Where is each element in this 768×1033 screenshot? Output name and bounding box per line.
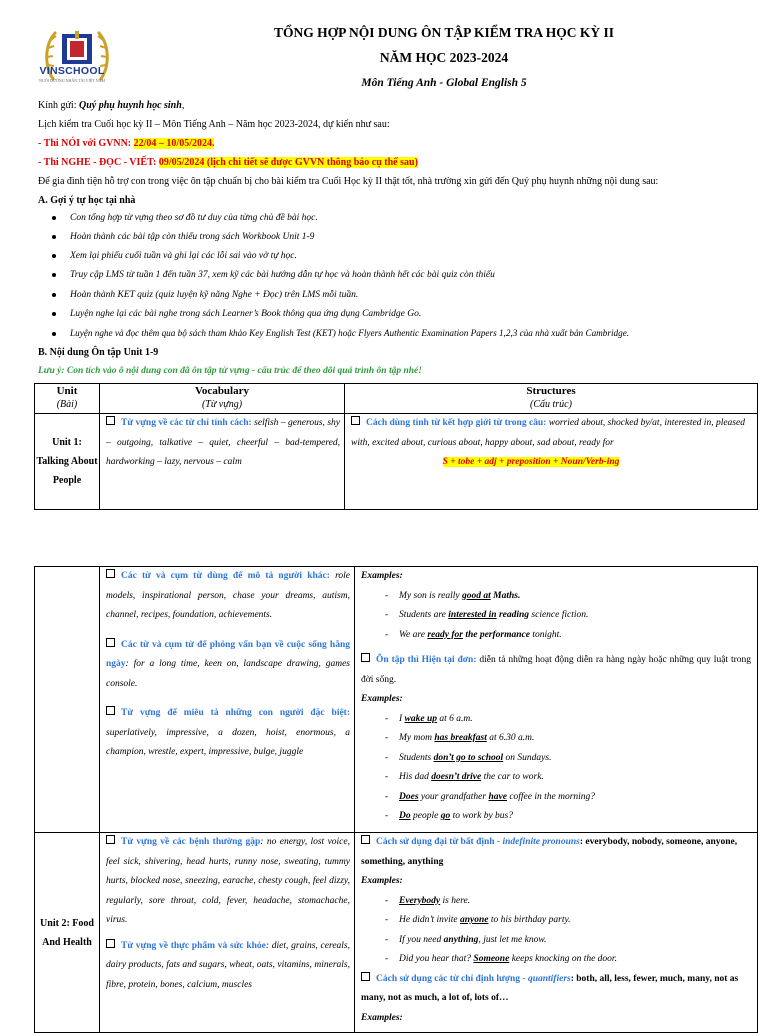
example: - If you need anything, just let me know. xyxy=(385,934,547,945)
example: - Does your grandfather have coffee in the morning? xyxy=(385,791,596,802)
example: - We are ready for the performance tonight. xyxy=(385,629,562,640)
checkbox[interactable] xyxy=(106,416,115,425)
list-item: Truy cập LMS từ tuần 1 đến tuần 37, xem kỹ các bài hướng dẫn tự học và hoàn thành hết các bài quiz còn thiếu xyxy=(52,269,768,282)
checkbox[interactable] xyxy=(106,835,115,844)
unit1-structures-cont: Examples: - My son is really good at Maths. - Students are interested in reading science fiction. - We are ready for the performance tonight. Ôn tập thì Hiện tại đơn: diễn tả những hoạt động diễn ra hàng ngày hoặc những quy luật trong đời sống. Examples: - I wake up at 6 a.m. - My mom has breakfast at 6.30 a.m. - Students don’t go to school on Sundays. - His dad doesn’t drive the car to work. - Does your grandfather have coffee in the morning? - Do people go to work by bus? xyxy=(355,567,758,833)
logo-subtitle: NUÔI DƯỠNG NHÂN TÀI VIỆT NAM xyxy=(38,78,106,83)
unit1-vocab: Từ vựng về các từ chỉ tính cách: selfish – generous, shy – outgoing, talkative – quiet, cheerful – bad-tempered, hardworking – lazy, nervous – calm xyxy=(100,414,345,510)
example: - Did you hear that? Someone keeps knocking on the door. xyxy=(385,954,617,964)
list-item: Luyện nghe và đọc thêm qua bộ sách tham khảo Key English Test (KET) hoặc Flyers Authentic Examination Papers 1,2,3 của nhà xuất bản Cambridge. xyxy=(52,327,768,340)
list-item: Con tổng hợp từ vựng theo sơ đồ tư duy của từng chủ đề bài học. xyxy=(52,212,768,225)
unit2-name: Unit 2: Food And Health xyxy=(35,833,100,1033)
support-line: Để gia đình tiện hỗ trợ con trong việc ôn tập chuẩn bị cho bài kiểm tra Cuối Học kỳ II thật tốt, nhà trường xin gửi đến Quý phụ huynh những nội dung sau: xyxy=(38,176,659,187)
review-table-unit1 xyxy=(34,383,758,510)
formula: S + tobe + adj + preposition + Noun/Verb-ing xyxy=(442,457,620,467)
example: - His dad doesn’t drive the car to work. xyxy=(385,772,544,782)
example: - Students are interested in reading science fiction. xyxy=(385,610,589,620)
lrw-exam: - Thi NGHE - ĐỌC - VIẾT: 09/05/2024 (lịch chi tiết sẽ được GVVN thông báo cụ thể sau) xyxy=(38,157,418,168)
document-title: TỔNG HỢP NỘI DUNG ÔN TẬP KIỂM TRA HỌC KỲ II xyxy=(273,25,615,40)
unit2-vocab: Từ vựng về các bệnh thường gặp: no energy, lost voice, feel sick, shivering, head hurts, runny nose, sweating, tummy hurts, blocked nose, sneezing, earache, chesty cough, feel dizzy, regularly, sore throat, cold, fever, headache, stomachache, virus. Từ vựng về thực phẩm và sức khỏe: diet, grains, cereals, dairy products, fats and sugars, wheat, oats, vitamins, minerals, fibre, protein, bones, calcium, muscles xyxy=(100,833,355,1033)
example: - Do people go to work by bus? xyxy=(385,811,514,821)
col-header-structures: Structures (Cấu trúc) xyxy=(345,384,758,414)
review-table-continued xyxy=(34,566,758,1033)
unit1-cont xyxy=(35,567,100,833)
unit1-vocab-cont: Các từ và cụm từ dùng để mô tả người khác: role models, inspirational person, chase your dreams, autism, channel, recipes, foundation, achievements. Các từ và cụm từ để phỏng vấn bạn về cuộc sống hằng ngày: for a long time, keen on, landscape drawing, games console. Từ vựng để miêu tả những con người đặc biệt: superlatively, impressive, a dozen, hoist, enormous, a champion, wrestle, expert, impressive, bulge, juggle xyxy=(100,567,355,833)
list-item: Hoàn thành các bài tập còn thiếu trong sách Workbook Unit 1-9 xyxy=(52,231,768,244)
section-b-title: B. Nội dung Ôn tập Unit 1-9 xyxy=(38,347,159,358)
checkbox[interactable] xyxy=(106,638,115,647)
example: - I wake up at 6 a.m. xyxy=(385,713,473,724)
unit2-structures: Cách sử dụng đại từ bất định - indefinite pronouns: everybody, nobody, someone, anyone, something, anything Examples: - Everybody is here. - He didn’t invite anyone to his birthday party. - If you need anything, just let me know. - Did you hear that? Someone keeps knocking on the door. Cách sử dụng các từ chỉ định lượng - quantifiers: both, all, less, fewer, much, many, not as many, not as much, a lot of, lots of… Examples: xyxy=(355,833,758,1033)
greeting: Kính gửi: Quý phụ huynh học sinh, xyxy=(38,100,185,111)
checkbox[interactable] xyxy=(106,706,115,715)
school-year: NĂM HỌC 2023-2024 xyxy=(379,50,509,65)
subject-title: Môn Tiếng Anh - Global English 5 xyxy=(361,77,527,89)
checkbox[interactable] xyxy=(106,939,115,948)
checkbox[interactable] xyxy=(106,569,115,578)
speaking-exam: - Thi NÓI với GVNN: 22/04 – 10/05/2024. xyxy=(38,138,215,149)
unit1-name: Unit 1: Talking About People xyxy=(35,414,100,510)
schedule-line: Lịch kiểm tra Cuối học kỳ II – Môn Tiếng Anh – Năm học 2023-2024, dự kiến như sau: xyxy=(38,119,390,130)
example: - My son is really good at Maths. xyxy=(385,590,521,601)
checkbox[interactable] xyxy=(361,972,370,981)
col-header-vocab: Vocabulary (Từ vựng) xyxy=(100,384,345,414)
list-item: Xem lại phiếu cuối tuần và ghi lại các lỗi sai vào vở tự học. xyxy=(52,250,768,263)
section-b-note: Lưu ý: Con tích vào ô nội dung con đã ôn tập từ vựng - cấu trúc để theo dõi quá trình ôn tập nhé! xyxy=(38,366,422,376)
section-a-title: A. Gợi ý tự học tại nhà xyxy=(38,195,136,206)
example: - Everybody is here. xyxy=(385,895,471,906)
list-item: Hoàn thành KET quiz (quiz luyện kỹ năng Nghe + Đọc) trên LMS mỗi tuần. xyxy=(52,289,768,302)
col-header-unit: Unit (Bài) xyxy=(35,384,100,414)
logo-text: VINSCHOOL xyxy=(39,65,105,77)
checkbox[interactable] xyxy=(351,416,360,425)
example: - Students don’t go to school on Sundays. xyxy=(385,752,552,763)
checkbox[interactable] xyxy=(361,653,370,662)
list-item: Luyện nghe lại các bài nghe trong sách Learner’s Book thông qua ứng dụng Cambridge Go. xyxy=(52,308,768,321)
example: - My mom has breakfast at 6.30 a.m. xyxy=(385,733,535,743)
example: - He didn’t invite anyone to his birthday party. xyxy=(385,915,571,925)
unit1-structures: Cách dùng tính từ kết hợp giới từ trong câu: worried about, shocked by/at, interested in, pleased with, excited about, curious about, happy about, sad about, ready for S + tobe + adj + preposition + Noun/Verb-ing xyxy=(345,414,758,510)
checkbox[interactable] xyxy=(361,835,370,844)
